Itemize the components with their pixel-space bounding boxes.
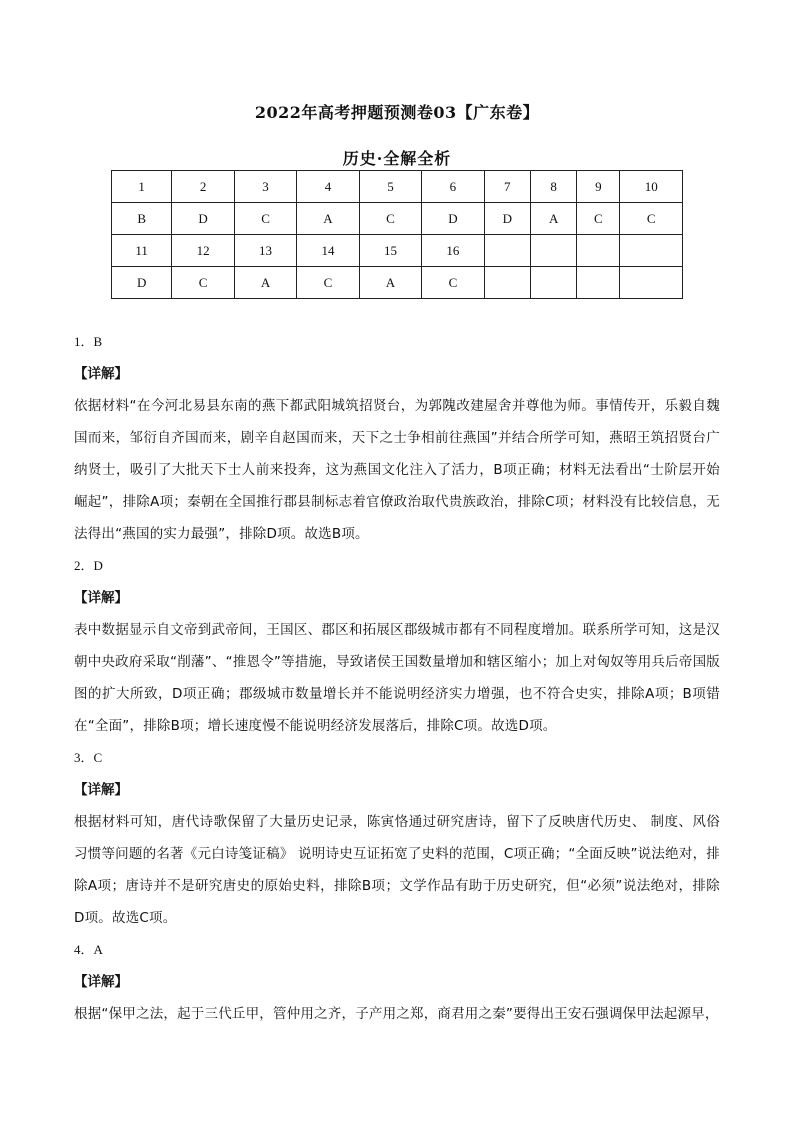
detail-label: 【详解】 [74,974,128,990]
table-cell: C [577,203,620,235]
question-1 [74,326,720,550]
question-3 [74,742,720,934]
detail-label: 【详解】 [74,782,128,798]
explanation-text: 依据材料“在今河北易县东南的燕下都武阳城筑招贤台，为郭隗改建屋舍并尊他为师。事情传开，乐毅自魏国而来，邹衍自齐国而来，剧辛自赵国而来，天下之士争相前往燕国”并结合所学可知，燕昭王筑招贤台广纳贤士，吸引了大批天下士人前来投奔，这为燕国文化注入了活力，B项正确；材料无法看出“士阶层开始崛起”，排除A项；秦朝在全国推行郡县制标志着官僚政治取代贵族政治，排除C项；材料没有比较信息，无法得出“燕国的实力最强”，排除D项。故选B项。 [74,398,720,542]
table-cell: 1 [112,171,172,203]
table-cell [530,235,576,267]
table-cell: C [234,203,296,235]
table-cell [530,267,576,299]
table-cell: 10 [620,171,683,203]
explanation-text: 根据“保甲之法，起于三代丘甲，管仲用之齐，子产用之郑，商君用之秦”要得出王安石强调保甲法起源早， [74,1006,719,1022]
detail-label: 【详解】 [74,366,128,382]
question-4 [74,934,720,1030]
table-cell: 7 [484,171,530,203]
table-cell [577,235,620,267]
table-cell: 3 [234,171,296,203]
table-cell: C [359,203,421,235]
table-cell: A [530,203,576,235]
document-title: 2022年高考押题预测卷03【广东卷】 [254,103,540,122]
question-2 [74,550,720,742]
table-cell: 15 [359,235,421,267]
explanation-text: 根据材料可知，唐代诗歌保留了大量历史记录，陈寅恪通过研究唐诗，留下了反映唐代历史、 制度、风俗习惯等问题的名著《元白诗笺证稿》 说明诗史互证拓宽了史料的范围，C项正确；“全面反映”说法绝对，排除A项；唐诗并不是研究唐史的原始史料，排除B项；文学作品有助于历史研究，但“必须”说法绝对，排除D项。故选C项。 [74,814,720,926]
table-cell [484,267,530,299]
question-number: 4．A [74,942,103,957]
question-number: 3．C [74,750,103,765]
table-cell: C [422,267,484,299]
table-cell: D [484,203,530,235]
explanation-text: 表中数据显示自文帝到武帝间，王国区、郡区和拓展区郡级城市都有不同程度增加。联系所学可知，这是汉朝中央政府采取“削藩”、“推恩令”等措施，导致诸侯王国数量增加和辖区缩小；加上对匈奴等用兵后帝国版图的扩大所致，D项正确；郡级城市数量增长并不能说明经济实力增强，也不符合史实，排除A项；B项错在“全面”，排除B项；增长速度慢不能说明经济发展落后，排除C项。故选D项。 [74,622,720,734]
table-cell: B [112,203,172,235]
table-cell: 5 [359,171,421,203]
document-subtitle: 历史·全解全析 [342,149,452,168]
table-row [112,203,683,235]
table-cell: A [297,203,359,235]
table-cell: C [172,267,234,299]
table-cell [620,235,683,267]
table-row [112,171,683,203]
answer-table [111,170,683,299]
table-cell: 11 [112,235,172,267]
table-row [112,267,683,299]
table-cell [620,267,683,299]
table-cell [484,235,530,267]
table-cell: 12 [172,235,234,267]
table-cell: 4 [297,171,359,203]
table-cell: A [234,267,296,299]
table-cell: C [297,267,359,299]
table-cell: C [620,203,683,235]
table-cell: 9 [577,171,620,203]
table-cell: D [112,267,172,299]
table-cell [577,267,620,299]
table-cell: 14 [297,235,359,267]
table-cell: 13 [234,235,296,267]
detail-label: 【详解】 [74,590,128,606]
table-cell: D [172,203,234,235]
explanations [74,326,720,1030]
question-number: 1．B [74,334,103,349]
table-cell: 6 [422,171,484,203]
table-cell: 16 [422,235,484,267]
table-cell: A [359,267,421,299]
table-cell: D [422,203,484,235]
table-row [112,235,683,267]
table-cell: 2 [172,171,234,203]
question-number: 2．D [74,558,103,573]
table-cell: 8 [530,171,576,203]
